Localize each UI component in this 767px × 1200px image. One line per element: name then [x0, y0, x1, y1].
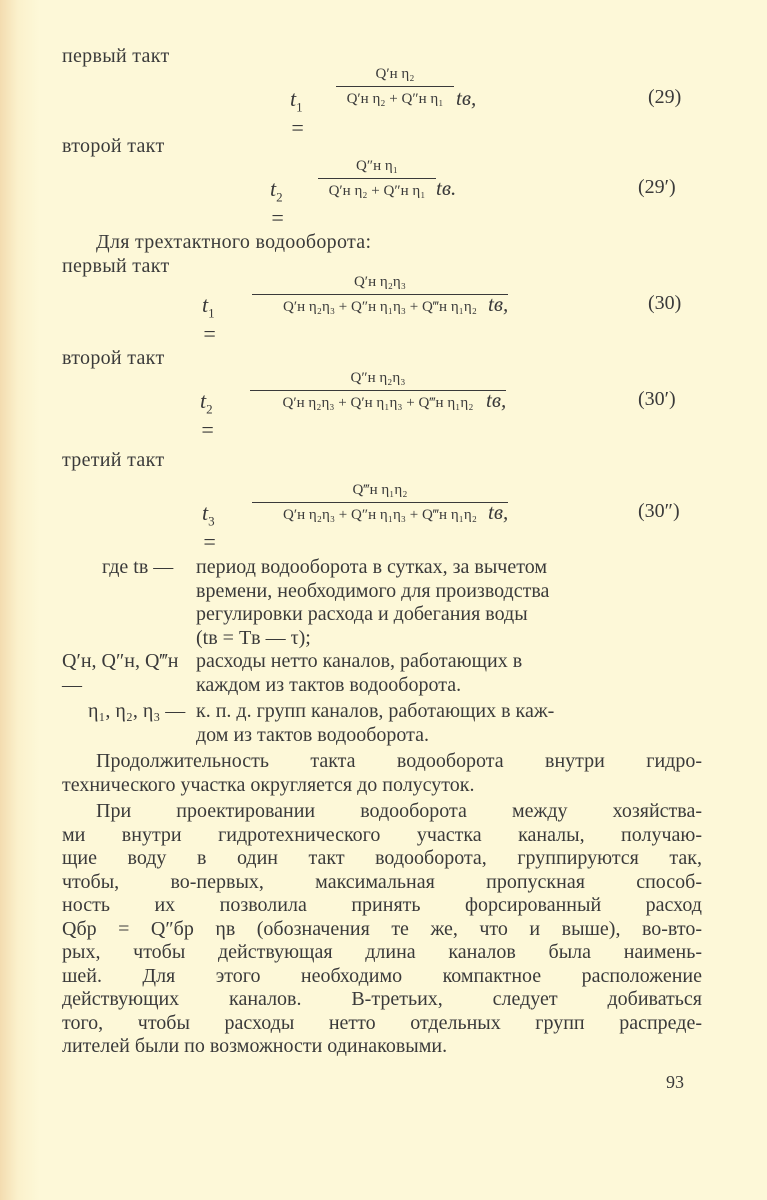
fraction-bar — [252, 294, 508, 295]
paragraph — [62, 800, 702, 1059]
denominator: Q′н η₂ + Q″н η₁ — [346, 91, 444, 107]
label-second-cycle: второй такт — [62, 347, 165, 369]
paragraph-line: того, чтобы расходы нетто отдельных групп распреде- — [62, 1011, 702, 1034]
paragraph-line: ность их позволила принять форсированный расход — [62, 894, 702, 916]
label-first-cycle: первый такт — [62, 45, 170, 67]
denominator: Q′н η₂η₃ + Q″н η₁η₃ + Q‴н η₁η₂ — [283, 507, 477, 523]
equation-number: (30″) — [638, 500, 680, 522]
paragraph-line: действующих каналов. В-третьих, следует добиваться — [62, 988, 702, 1010]
equation-lhs: $t_2$ = — [270, 176, 285, 231]
definition-line: период водооборота в сутках, за вычетом — [196, 556, 547, 578]
denominator: Q′н η₂η₃ + Q′н η₁η₃ + Q‴н η₁η₂ — [282, 395, 474, 411]
definition-body — [196, 556, 702, 650]
paragraph-line: лителей были по возможности одинаковыми. — [62, 1035, 448, 1057]
equation-number: (29) — [648, 86, 682, 108]
fraction — [250, 368, 506, 413]
definition-line: (tв = Tв — τ); — [196, 626, 311, 649]
equation-lhs: $t_1$ = — [202, 292, 217, 347]
paragraph-line: ми внутри гидротехнического участка каналы, получаю- — [62, 823, 702, 846]
label-first-cycle: первый такт — [62, 255, 170, 277]
numerator: Q‴н η₁η₂ — [352, 482, 408, 498]
definition-body — [196, 650, 702, 697]
equation-lhs: $t_2$ = — [200, 388, 215, 443]
equation-tail: tв, — [486, 388, 507, 412]
definition-line: каждом из тактов водооборота. — [196, 673, 462, 696]
denominator: Q′н η₂ + Q″н η₁ — [328, 183, 426, 199]
paragraph-line: чтобы, во-первых, максимальная пропускная способ- — [62, 870, 702, 893]
equation-number: (29′) — [638, 176, 676, 198]
fraction-bar — [250, 390, 506, 391]
equation-tail: tв, — [488, 500, 509, 524]
paragraph-line: При проектировании водооборота между хозяйства- — [96, 800, 702, 822]
label-third-cycle: третий такт — [62, 449, 165, 471]
paragraph-line: шей. Для этого необходимо компактное расположение — [62, 964, 702, 987]
page-number: 93 — [666, 1072, 684, 1092]
numerator: Q′н η₂η₃ — [353, 274, 407, 290]
definition-term: где tв — — [102, 556, 174, 578]
fraction — [318, 156, 436, 201]
equation-tail: tв. — [436, 176, 457, 200]
equation-number: (30′) — [638, 388, 676, 410]
equation-tail: tв, — [488, 292, 509, 316]
fraction-bar — [336, 86, 454, 87]
paragraph-line: щие воду в один такт водооборота, группируются так, — [62, 847, 702, 869]
equation-number: (30) — [648, 292, 682, 314]
definition-line: расходы нетто каналов, работающих в — [196, 650, 523, 672]
fraction — [336, 64, 454, 109]
fraction-bar — [252, 502, 508, 503]
equation-lhs: $t_1$ = — [290, 86, 305, 141]
definition-line: регулировки расхода и добегания воды — [196, 603, 528, 625]
paragraph — [62, 750, 702, 797]
paragraph-line: Qбр = Q″бр ηв (обозначения те же, что и выше), во-вто- — [62, 917, 702, 940]
label-second-cycle: второй такт — [62, 135, 165, 157]
paragraph-line: технического участка округляется до полусуток. — [62, 773, 475, 796]
paragraph-line: рых, чтобы действующая длина каналов была наимень- — [62, 941, 702, 963]
numerator: Q′н η₂ — [375, 66, 415, 82]
fraction-bar — [318, 178, 436, 179]
definition-line: времени, необходимого для производства — [196, 579, 550, 602]
definition-line: дом из тактов водооборота. — [196, 723, 429, 746]
equation-lhs: $t_3$ = — [202, 500, 217, 555]
denominator: Q′н η₂η₃ + Q″н η₁η₃ + Q‴н η₁η₂ — [283, 299, 477, 315]
definition-body — [196, 700, 702, 747]
fraction — [252, 272, 508, 317]
definition-line: к. п. д. групп каналов, работающих в каж- — [196, 700, 555, 722]
definition-term: η₁, η₂, η₃ — — [88, 700, 186, 722]
definition-term: Q′н, Q″н, Q‴н — — [62, 650, 179, 696]
paragraph-line: Продолжительность такта водооборота внутри гидро- — [96, 750, 702, 772]
numerator: Q″н η₁ — [356, 158, 398, 174]
fraction — [252, 480, 508, 525]
three-cycle-intro: Для трехтактного водооборота: — [96, 231, 372, 253]
equation-tail: tв, — [456, 86, 477, 110]
numerator: Q″н η₂η₃ — [350, 370, 406, 386]
